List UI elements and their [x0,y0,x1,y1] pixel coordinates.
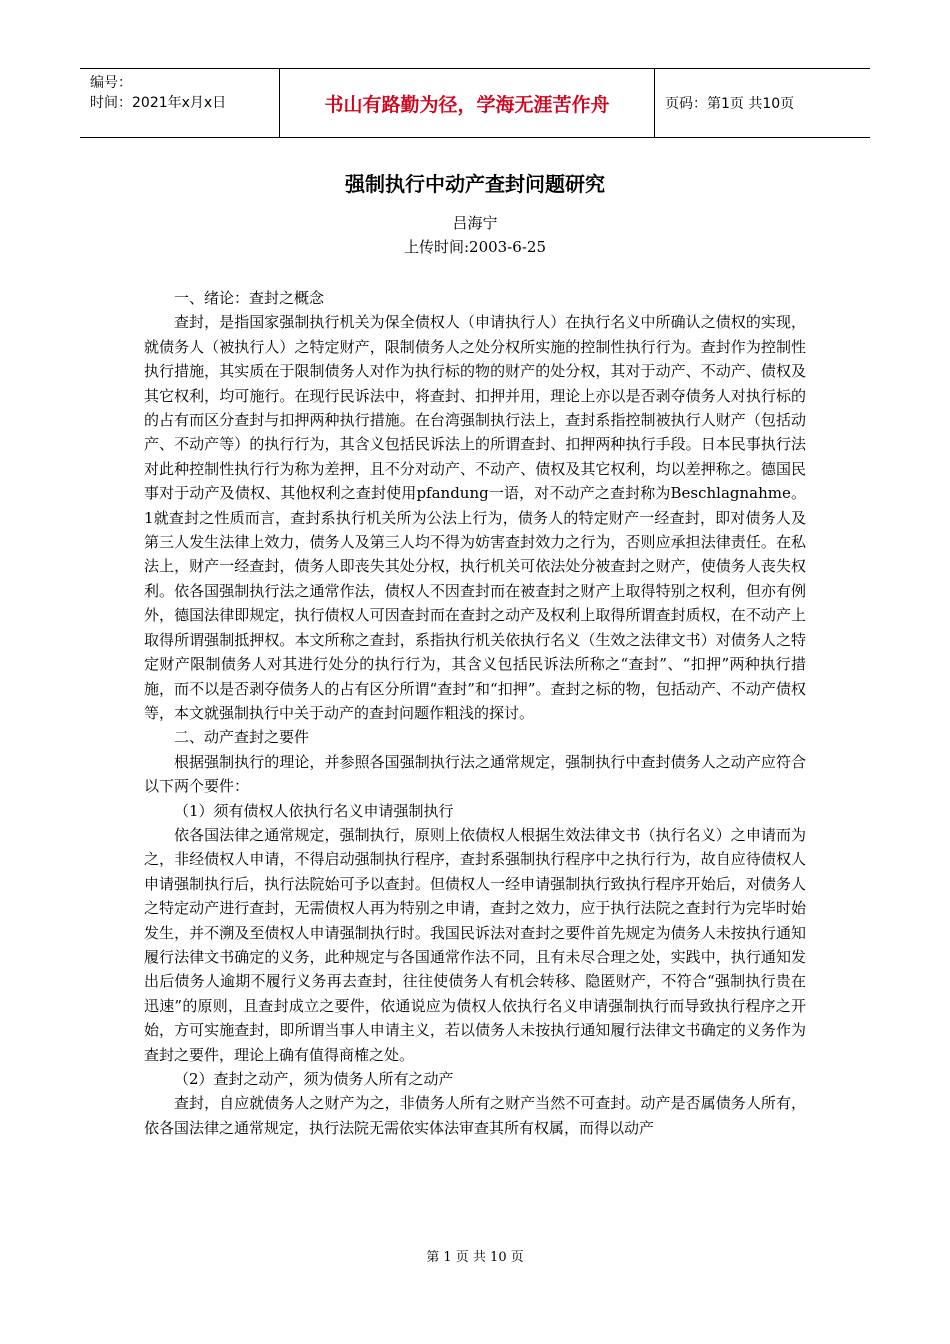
article-title: 强制执行中动产查封问题研究 [345,172,605,196]
page-footer: 第 1 页 共 10 页 [426,1250,524,1265]
body-paragraph: 查封，是指国家强制执行机关为保全债权人（申请执行人）在执行名义中所确认之债权的实现，就债务人（被执行人）之特定财产，限制债务人之处分权所实施的控制性执行行为。查封作为控制性执行措施，其实质在于限制债务人对作为执行标的物的财产的处分权，其对于动产、不动产、债权及其它权利，均可施行。在现行民诉法中，将查封、扣押并用，理论上亦以是否剥夺债务人对执行标的的占有而区分查封与扣押两种执行措施。在台湾强制执行法上，查封系指控制被执行人财产（包括动产、不动产等）的执行行为，其含义包括民诉法上的所谓查封、扣押两种执行手段。日本民事执行法对此种控制性执行行为称为差押，且不分对动产、不动产、债权及其它权利，均以差押称之。德国民事对于动产及债权、其他权利之查封使用pfandung一语，对不动产之查封称为Beschlagnahme。1就查封之性质而言，查封系执行机关所为公法上行为，债务人的特定财产一经查封，即对债务人及第三人发生法律上效力，债务人及第三人均不得为妨害查封效力之行为，否则应承担法律责任。在私法上，财产一经查封，债务人即丧失其处分权，执行机关可依法处分被查封之财产，使债务人丧失权利。依各国强制执行法之通常作法，债权人不因查封而在被查封之财产上取得特别之权利，但亦有例外，德国法律即规定，执行债权人可因查封而在查封之动产及权利上取得所谓查封质权，在不动产上取得所谓强制抵押权。本文所称之查封，系指执行机关依执行名义（生效之法律文书）对债务人之特定财产限制债务人对其进行处分的执行行为，其含义包括民诉法所称之“查封”、“扣押”两种执行措施，而不以是否剥夺债务人的占有区分所谓“查封”和“扣押”。查封之标的物，包括动产、不动产债权等，本文就强制执行中关于动产的查封问题作粗浅的探讨。 [144,313,806,722]
document-number-label: 编号： [90,75,132,91]
page-header [80,68,870,138]
header-motto: 书山有路勤为径，学海无涯苦作舟 [280,69,655,137]
body-paragraph: 依各国法律之通常规定，强制执行，原则上依债权人根据生效法律文书（执行名义）之申请而为之，非经债权人申请，不得启动强制执行程序，查封系强制执行程序中之执行行为，故自应待债权人申请强制执行后，执行法院始可予以查封。但债权人一经申请强制执行致执行程序开始后，对债务人之特定动产进行查封，无需债权人再为特别之申请，查封之效力，应于执行法院之查封行为完毕时始发生，并不溯及至债权人申请强制执行时。我国民诉法对查封之要件首先规定为债务人未按执行通知履行法律文书确定的义务，此种规定与各国通常作法不同，且有未尽合理之处，实践中，执行通知发出后债务人逾期不履行义务再去查封，往往使债务人有机会转移、隐匿财产，不符合“强制执行贵在迅速”的原则，且查封成立之要件，依通说应为债权人依执行名义申请强制执行而导致执行程序之开始，方可实施查封，即所谓当事人申请主义，若以债务人未按执行通知履行法律文书确定的义务作为查封之要件，理论上确有值得商榷之处。 [144,825,806,1064]
document-time-label: 时间：2021年x月x日 [90,95,227,111]
body-paragraph: 根据强制执行的理论，并参照各国强制执行法之通常规定，强制执行中查封债务人之动产应符合以下两个要件： [144,752,806,796]
subsection-heading: （2）查封之动产，须为债务人所有之动产 [174,1070,454,1088]
body-paragraph: 查封，自应就债务人之财产为之，非债务人所有之财产当然不可查封。动产是否属债务人所有，依各国法律之通常规定，执行法院无需依实体法审查其所有权属，而得以动产 [144,1094,806,1137]
header-meta [80,69,280,137]
section-heading: 一、绪论：查封之概念 [174,289,325,307]
article-body [144,286,806,1140]
section-heading: 二、动产查封之要件 [174,728,310,747]
header-page-info: 页码：第1页 共10页 [665,96,795,112]
article-upload-time: 上传时间:2003-6-25 [404,238,546,256]
subsection-heading: （1）须有债权人依执行名义申请强制执行 [174,801,454,820]
article-author: 吕海宁 [452,214,498,232]
